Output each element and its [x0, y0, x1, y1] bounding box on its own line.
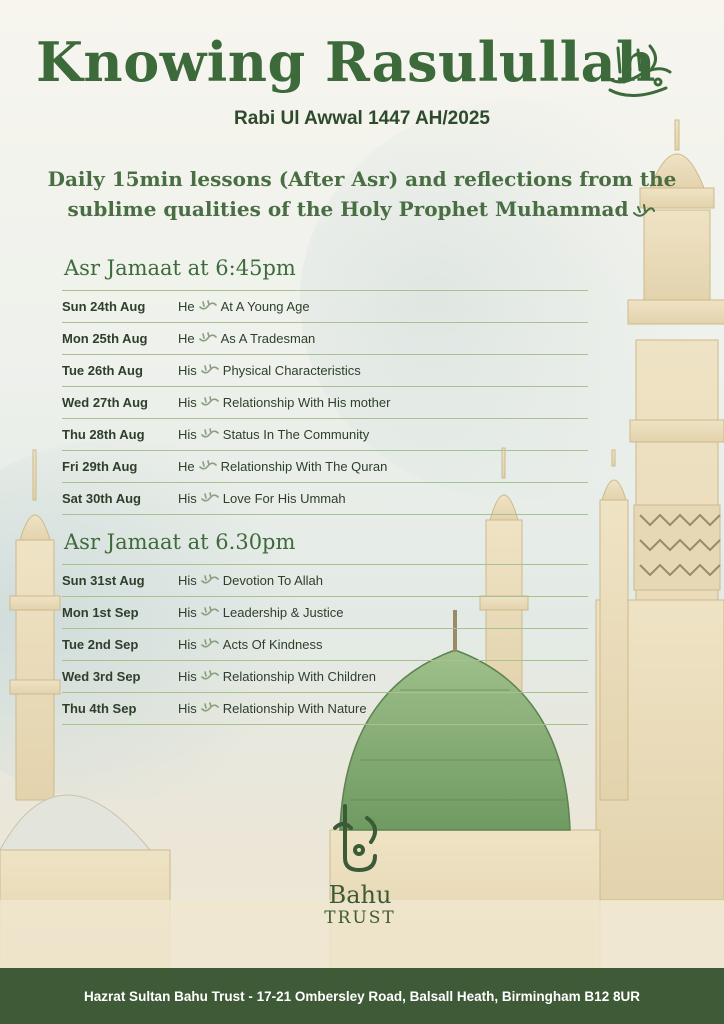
lesson-date: Wed 27th Aug: [62, 395, 148, 410]
schedule-row: [62, 628, 588, 660]
lesson-pronoun: His: [178, 395, 197, 410]
lesson-pronoun: His: [178, 637, 197, 652]
footer-address: Hazrat Sultan Bahu Trust - 17-21 Ombersley Road, Balsall Heath, Birmingham B12 8UR: [84, 988, 640, 1004]
intro-text: [40, 164, 684, 224]
lesson-pronoun: He: [178, 299, 195, 314]
logo-name: Bahu: [328, 881, 392, 909]
lesson-pronoun: His: [178, 669, 197, 684]
lesson-topic: Love For His Ummah: [222, 491, 346, 506]
schedule-row: [62, 596, 588, 628]
lesson-date: Mon 1st Sep: [62, 605, 139, 620]
lesson-topic: Status In The Community: [222, 427, 370, 442]
schedule-row: [62, 322, 588, 354]
lesson-pronoun: He: [178, 459, 195, 474]
lesson-topic: Devotion To Allah: [222, 573, 323, 588]
page-subtitle: Rabi Ul Awwal 1447 AH/2025: [234, 108, 490, 129]
pbuh-icon: [199, 459, 217, 474]
lesson-topic: Leadership & Justice: [222, 605, 344, 620]
footer-bar: [0, 968, 724, 1024]
lesson-topic: Relationship With Nature: [222, 701, 367, 716]
pbuh-icon: [201, 637, 219, 652]
lesson-date: Sat 30th Aug: [62, 491, 141, 506]
schedule-row: [62, 692, 588, 725]
schedule-row: [62, 482, 588, 515]
lesson-pronoun: His: [178, 701, 197, 716]
lesson-date: Thu 28th Aug: [62, 427, 145, 442]
lesson-date: Tue 26th Aug: [62, 363, 143, 378]
schedule-row: [62, 386, 588, 418]
pbuh-icon: [201, 669, 219, 684]
pbuh-icon: [199, 299, 217, 314]
intro-line-1: Daily 15min lessons (After Asr) and reflections from the: [47, 167, 677, 191]
intro-line-2-wrap: [40, 194, 684, 224]
pbuh-icon: [201, 491, 219, 506]
lesson-topic: Relationship With His mother: [222, 395, 391, 410]
lesson-topic: At A Young Age: [220, 299, 310, 314]
schedule-list-1: [62, 290, 588, 515]
logo-subtitle: TRUST: [324, 908, 396, 928]
pbuh-icon: [201, 605, 219, 620]
lesson-topic: As A Tradesman: [220, 331, 316, 346]
lesson-pronoun: His: [178, 491, 197, 506]
lesson-pronoun: His: [178, 573, 197, 588]
lesson-topic: Physical Characteristics: [222, 363, 361, 378]
intro-line-2: sublime qualities of the Holy Prophet Muhammad: [67, 197, 629, 221]
schedule-row: [62, 418, 588, 450]
lesson-pronoun: His: [178, 605, 197, 620]
lesson-date: Wed 3rd Sep: [62, 669, 141, 684]
pbuh-icon: [201, 701, 219, 716]
lesson-topic: Relationship With The Quran: [220, 459, 388, 474]
pbuh-icon: [632, 203, 656, 219]
lesson-pronoun: He: [178, 331, 195, 346]
lesson-date: Sun 24th Aug: [62, 299, 146, 314]
lesson-topic: Acts Of Kindness: [222, 637, 323, 652]
lesson-pronoun: His: [178, 363, 197, 378]
pbuh-icon: [199, 331, 217, 346]
lesson-date: Fri 29th Aug: [62, 459, 138, 474]
schedule-row: [62, 290, 588, 322]
lesson-date: Tue 2nd Sep: [62, 637, 139, 652]
bahu-trust-logo: [300, 798, 420, 928]
lesson-pronoun: His: [178, 427, 197, 442]
schedule-row: [62, 564, 588, 596]
bahu-logo-calligraphy-icon: [325, 798, 395, 878]
lesson-date: Sun 31st Aug: [62, 573, 145, 588]
pbuh-icon: [201, 427, 219, 442]
pbuh-icon: [201, 573, 219, 588]
pbuh-icon: [201, 395, 219, 410]
section-heading-1: Asr Jamaat at 6:45pm: [64, 256, 296, 280]
page-title: Knowing Rasulullah: [36, 30, 656, 94]
schedule-list-2: [62, 564, 588, 725]
lesson-date: Mon 25th Aug: [62, 331, 148, 346]
pbuh-icon: [201, 363, 219, 378]
schedule-row: [62, 450, 588, 482]
schedule-row: [62, 354, 588, 386]
lesson-date: Thu 4th Sep: [62, 701, 137, 716]
lesson-topic: Relationship With Children: [222, 669, 376, 684]
salawat-calligraphy-icon: [598, 36, 678, 106]
schedule-row: [62, 660, 588, 692]
section-heading-2: Asr Jamaat at 6.30pm: [64, 530, 296, 554]
